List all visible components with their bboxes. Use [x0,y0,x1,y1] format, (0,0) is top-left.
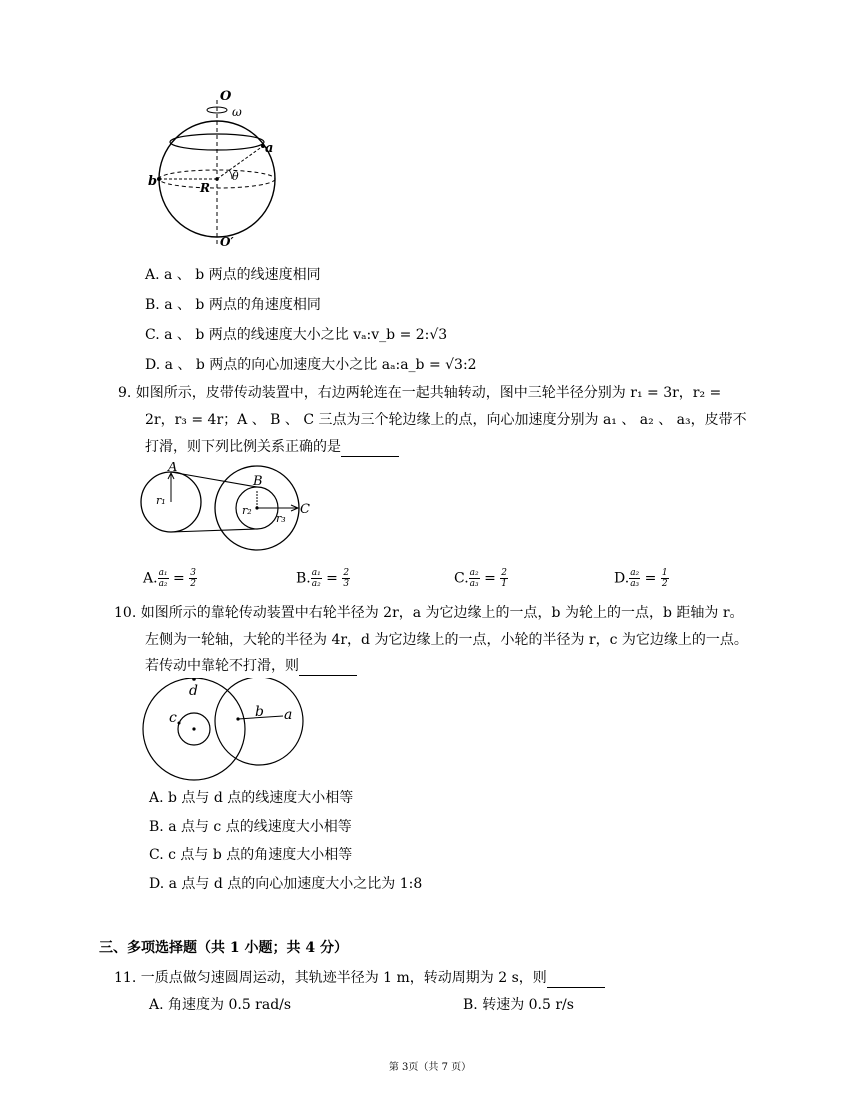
q9-option-b: B. $\frac{\text{a₁}}{\text{a₂}}$ = $\frac{2}{3}$ [296,568,350,589]
q9-option-c-rden: 1 [501,579,508,589]
q9-label-r1: r₁ [156,494,166,507]
q9-belt-figure [140,462,320,558]
q9-option-b-rden: 3 [343,579,350,589]
section-3-title: 三、多项选择题（共 1 小题；共 4 分） [99,940,348,956]
q9-option-a-den: a₂ [158,579,168,589]
q9-option-c-den: a₃ [469,579,479,589]
q9-label-r3: r₃ [276,512,286,525]
q9-option-a-rden: 2 [190,579,196,589]
q11-stem-text: 11. 一质点做匀速圆周运动，其轨迹半径为 1 m，转动周期为 2 s，则 [114,970,547,986]
q9-option-c-num: a₂ [469,568,479,578]
q9-answer-blank [341,442,399,457]
q11-answer-blank [547,973,605,988]
q9-label-r2: r₂ [242,504,252,517]
q9-label-A: A [168,462,178,475]
q9-stem-line3-text: 打滑，则下列比例关系正确的是 [145,439,341,455]
q9-option-a: A. $\frac{\text{a₁}}{\text{a₂}}$ = $\frac{3}{2}$ [143,568,196,589]
q9-option-b-den: a₂ [311,579,321,589]
q9-option-d-num: a₂ [630,568,640,578]
q11-stem [114,968,605,988]
q9-option-d: D. $\frac{\text{a₂}}{\text{a₃}}$ = $\frac{1}{2}$ [614,568,668,589]
q10-stem-line3-text: 若传动中靠轮不打滑，则 [145,658,299,674]
q10-option-d: D. a 点与 d 点的向心加速度大小之比为 1:8 [149,876,423,892]
q8-label-b: b [148,174,158,189]
q9-label-C: C [300,502,310,517]
q10-option-a: A. b 点与 d 点的线速度大小相等 [149,790,354,806]
q8-label-theta: θ [232,170,239,183]
q9-option-c-letter: C. [454,570,469,587]
q9-stem-line1: 9. 如图所示，皮带传动装置中，右边两轮连在一起共轴转动，图中三轮半径分别为 r₁ = 3r，r₂ = [118,385,722,401]
q8-label-a: a [265,141,274,156]
q8-label-O2: O′ [220,235,234,249]
q8-option-a: A. a 、 b 两点的线速度相同 [145,267,321,283]
q10-label-d: d [189,683,198,699]
q10-stem-line2: 左侧为一轮轴，大轮的半径为 4r，d 为它边缘上的一点，小轮的半径为 r，c 为它边缘上的一点。 [145,632,748,648]
q9-option-c: C. $\frac{\text{a₂}}{\text{a₃}}$ = $\frac{2}{1}$ [454,568,508,589]
q9-label-B: B [253,474,263,489]
q11-option-b: B. 转速为 0.5 r/s [463,997,574,1013]
q9-option-b-num: a₁ [311,568,321,578]
q9-option-d-rden: 2 [661,579,668,589]
q9-option-b-letter: B. [296,570,311,587]
q10-label-b: b [255,704,264,720]
q10-stem-line3 [145,656,357,676]
q9-option-d-letter: D. [614,570,630,587]
q10-wheel-figure [138,678,308,784]
q8-label-O: O [220,89,232,104]
q10-answer-blank [299,661,357,676]
q9-option-d-rnum: 1 [661,568,668,578]
q8-label-R: R [200,181,210,195]
q10-option-b: B. a 点与 c 点的线速度大小相等 [149,819,352,835]
q8-sphere-figure [140,82,290,252]
q9-option-a-num: a₁ [158,568,168,578]
q8-label-omega: ω [232,105,242,119]
q9-option-c-rnum: 2 [501,568,508,578]
q9-option-a-rnum: 3 [190,568,196,578]
q11-option-a: A. 角速度为 0.5 rad/s [149,997,292,1013]
q9-option-a-letter: A. [143,570,158,587]
q10-stem-line1: 10. 如图所示的靠轮传动装置中右轮半径为 2r，a 为它边缘上的一点，b 为轮上的一点，b 距轴为 r。 [114,605,744,621]
q10-label-c: c [169,710,177,726]
q10-label-a: a [284,707,293,723]
q9-option-d-den: a₃ [630,579,640,589]
q8-option-b: B. a 、 b 两点的角速度相同 [145,297,321,313]
q8-option-d: D. a 、 b 两点的向心加速度大小之比 aₐ:a_b = √3:2 [145,357,477,373]
q8-option-c: C. a 、 b 两点的线速度大小之比 vₐ:v_b = 2:√3 [145,327,448,343]
page-footer: 第 3页（共 7 页） [388,1062,472,1073]
q10-option-c: C. c 点与 b 点的角速度大小相等 [149,847,353,863]
q9-stem-line3 [145,437,399,457]
q9-stem-line2: 2r，r₃ = 4r；A 、 B 、 C 三点为三个轮边缘上的点，向心加速度分别为 a₁ 、 a₂ 、 a₃，皮带不 [145,412,747,428]
q9-option-b-rnum: 2 [343,568,350,578]
